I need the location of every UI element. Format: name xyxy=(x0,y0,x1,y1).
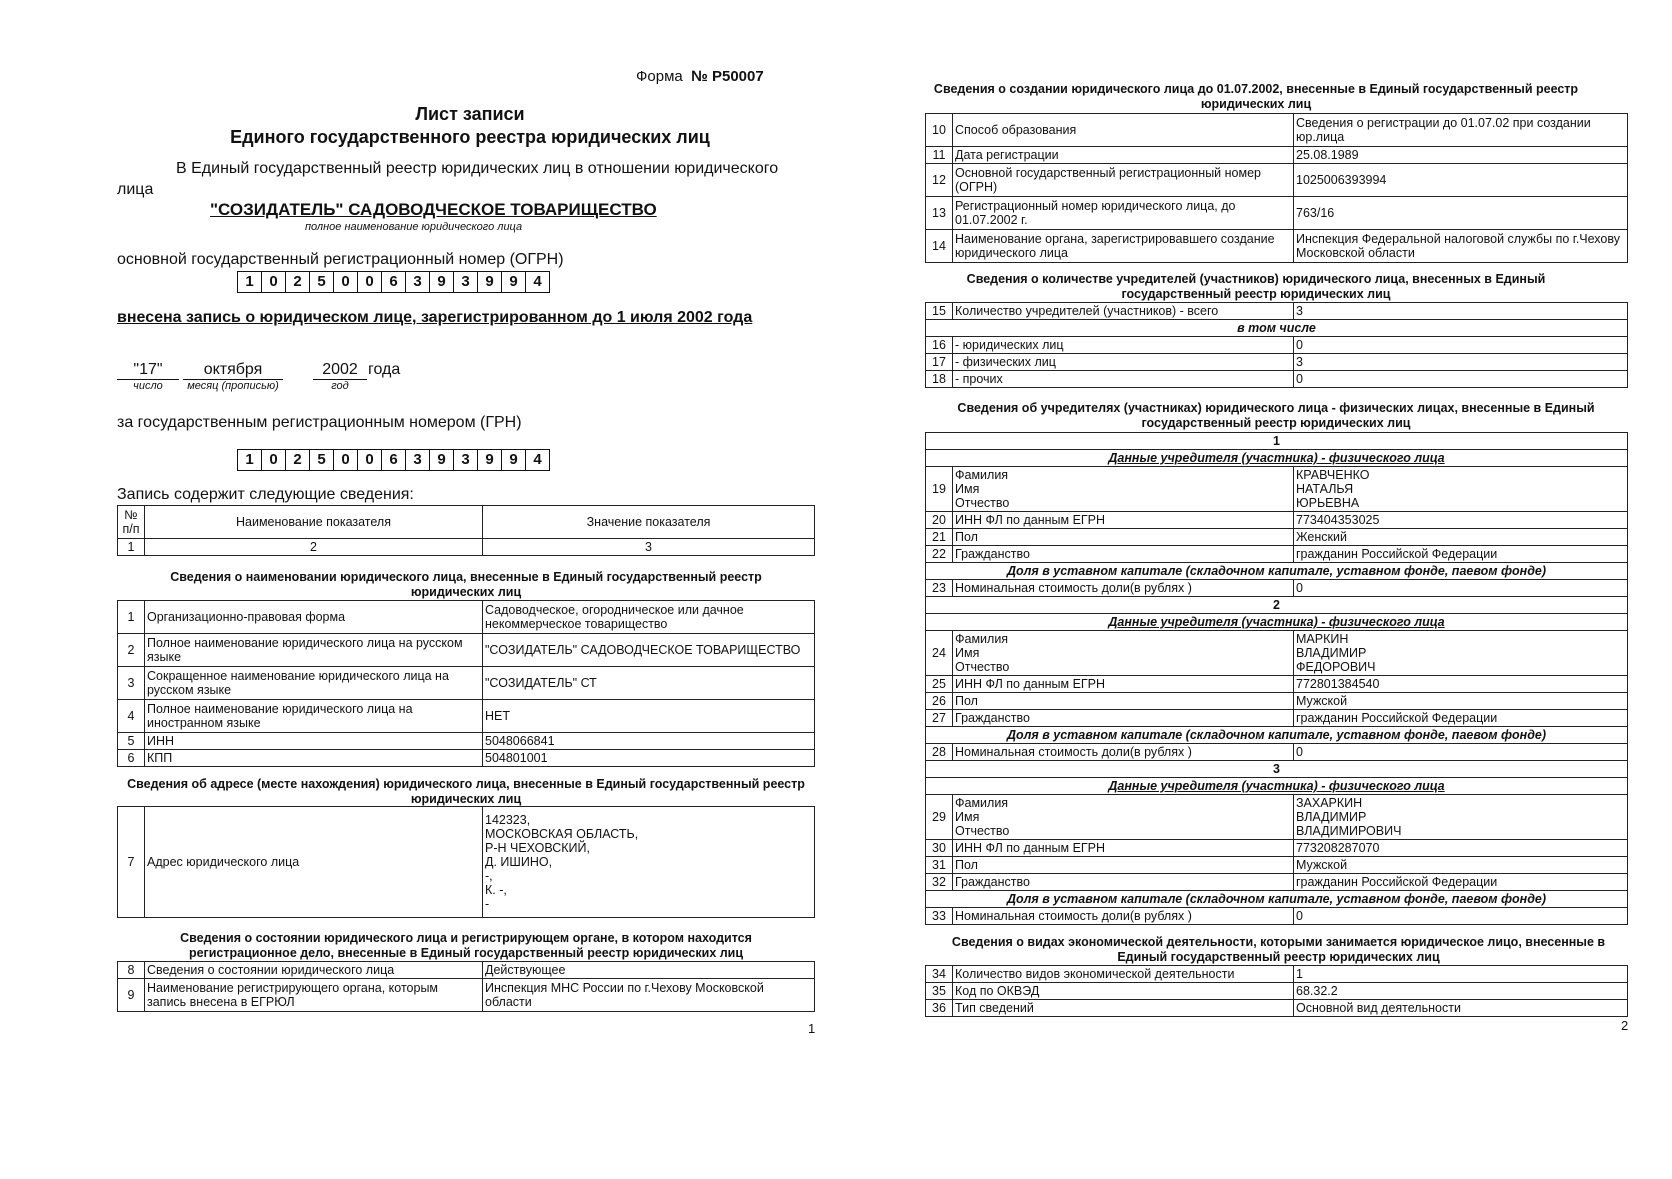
digit: 3 xyxy=(406,450,430,470)
table-row: 7 Адрес юридического лица 142323, МОСКОВСКАЯ ОБЛАСТЬ, Р-Н ЧЕХОВСКИЙ, Д. ИШИНО, -, К. -, - xyxy=(118,807,815,918)
founder-header: Данные учредителя (участника) - физического лица xyxy=(926,778,1628,795)
table-row: 19 Фамилия Имя Отчество КРАВЧЕНКО НАТАЛЬЯ ЮРЬЕВНА xyxy=(926,467,1628,512)
digit: 3 xyxy=(454,450,478,470)
entry-statement: внесена запись о юридическом лице, зарегистрированном до 1 июля 2002 года xyxy=(117,309,753,326)
section-title-name: Сведения о наименовании юридического лица, внесенные в Единый государственный реестр юридических лиц xyxy=(170,570,762,599)
digit: 0 xyxy=(334,450,358,470)
name-table xyxy=(117,600,815,767)
table-row: 20 ИНН ФЛ по данным ЕГРН 773404353025 xyxy=(926,512,1628,529)
table-row: 4 Полное наименование юридического лица на иностранном языке НЕТ xyxy=(118,700,815,733)
table-subheader: в том числе xyxy=(926,320,1628,337)
digit: 9 xyxy=(502,450,526,470)
org-full-name-caption: полное наименование юридического лица xyxy=(305,221,523,233)
table-row: 28 Номинальная стоимость доли(в рублях ) 0 xyxy=(926,744,1628,761)
share-header: Доля в уставном капитале (складочном капитале, уставном фонде, паевом фонде) xyxy=(926,891,1628,908)
section-title-creation: Сведения о создании юридического лица до 01.07.2002, внесенные в Единый государственный реестр юридических лиц xyxy=(933,82,1579,111)
digit: 5 xyxy=(310,272,334,292)
digit: 1 xyxy=(238,272,262,292)
section-title-count: Сведения о количестве учредителей (участников) юридического лица, внесенных в Единый государственный реестр юридических лиц xyxy=(966,272,1546,301)
digit: 9 xyxy=(430,450,454,470)
page-title: Лист записи xyxy=(415,104,525,124)
date-year: 2002 год xyxy=(313,361,367,392)
table-row: 34 Количество видов экономической деятельности 1 xyxy=(926,966,1628,983)
section-title-state: Сведения о состоянии юридического лица и регистрирующем органе, в котором находится регистрационное дело, внесенные в Единый государственный реестр юридических лиц xyxy=(180,931,752,960)
address-table xyxy=(117,806,815,918)
table-row: 14 Наименование органа, зарегистрировавшего создание юридического лица Инспекция Федеральной налоговой службы по г.Чехову Московской области xyxy=(926,230,1628,263)
table-row: 31 Пол Мужской xyxy=(926,857,1628,874)
page-number: 1 xyxy=(808,1021,816,1036)
section-title-founders: Сведения об учредителях (участниках) юридического лица - физических лицах, внесенные в Единый государственный реестр юридических лиц xyxy=(957,401,1595,430)
digit: 2 xyxy=(286,450,310,470)
digit: 4 xyxy=(533,273,542,290)
table-row: 6 КПП 504801001 xyxy=(118,750,815,767)
table-row: 30 ИНН ФЛ по данным ЕГРН 773208287070 xyxy=(926,840,1628,857)
grn-label: за государственным регистрационным номером (ГРН) xyxy=(117,414,522,431)
table-row: 12 Основной государственный регистрационный номер (ОГРН) 1025006393994 xyxy=(926,164,1628,197)
table-row: 29 Фамилия Имя Отчество ЗАХАРКИН ВЛАДИМИР ВЛАДИМИРОВИЧ xyxy=(926,795,1628,840)
page-subtitle: Единого государственного реестра юридических лиц xyxy=(230,127,710,147)
founder-index: 1 xyxy=(926,433,1628,450)
table-row: 24 Фамилия Имя Отчество МАРКИН ВЛАДИМИР ФЕДОРОВИЧ xyxy=(926,631,1628,676)
digit: 6 xyxy=(382,272,406,292)
share-header: Доля в уставном капитале (складочном капитале, уставном фонде, паевом фонде) xyxy=(926,563,1628,580)
share-header: Доля в уставном капитале (складочном капитале, уставном фонде, паевом фонде) xyxy=(926,727,1628,744)
digit: 3 xyxy=(454,272,478,292)
creation-table xyxy=(925,113,1628,263)
digit: 9 xyxy=(478,450,502,470)
digit: 0 xyxy=(262,272,286,292)
record-label: Запись содержит следующие сведения: xyxy=(117,486,414,503)
table-row: 36 Тип сведений Основной вид деятельности xyxy=(926,1000,1628,1017)
founder-index: 3 xyxy=(926,761,1628,778)
org-full-name: "СОЗИДАТЕЛЬ" САДОВОДЧЕСКОЕ ТОВАРИЩЕСТВО xyxy=(210,200,657,219)
address-value: 142323, МОСКОВСКАЯ ОБЛАСТЬ, Р-Н ЧЕХОВСКИЙ, Д. ИШИНО, -, К. -, - xyxy=(483,807,815,918)
section-title-activity: Сведения о видах экономической деятельности, которыми занимается юридическое лицо, внесенные в Единый государственный реестр юридических лиц xyxy=(951,935,1606,964)
intro-text: В Единый государственный реестр юридических лиц в отношении юридического xyxy=(176,160,779,177)
digit: 0 xyxy=(358,450,382,470)
table-row: 25 ИНН ФЛ по данным ЕГРН 772801384540 xyxy=(926,676,1628,693)
founder-header: Данные учредителя (участника) - физического лица xyxy=(926,614,1628,631)
table-row: 23 Номинальная стоимость доли(в рублях ) 0 xyxy=(926,580,1628,597)
table-row: 32 Гражданство гражданин Российской Федерации xyxy=(926,874,1628,891)
founder-header: Данные учредителя (участника) - физического лица xyxy=(926,450,1628,467)
page-number: 2 xyxy=(1621,1018,1629,1033)
grn-digit-boxes xyxy=(237,449,550,471)
table-row: 8 Сведения о состоянии юридического лица Действующее xyxy=(118,962,815,979)
table-row: 22 Гражданство гражданин Российской Федерации xyxy=(926,546,1628,563)
header-table: № п/п Наименование показателя Значение показателя 1 2 3 xyxy=(117,505,815,556)
table-row: 5 ИНН 5048066841 xyxy=(118,733,815,750)
digit: 9 xyxy=(478,272,502,292)
form-number-value: № Р50007 xyxy=(691,68,764,85)
digit: 0 xyxy=(358,272,382,292)
table-row: 27 Гражданство гражданин Российской Федерации xyxy=(926,710,1628,727)
count-table xyxy=(925,302,1628,388)
table-row: 35 Код по ОКВЭД 68.32.2 xyxy=(926,983,1628,1000)
table-row: 1 Организационно-правовая форма Садоводческое, огородническое или дачное некоммерческое товарищество xyxy=(118,601,815,634)
table-row: 26 Пол Мужской xyxy=(926,693,1628,710)
digit: 0 xyxy=(262,450,286,470)
digit: 9 xyxy=(430,272,454,292)
digit: 2 xyxy=(286,272,310,292)
table-row: 3 Сокращенное наименование юридического лица на русском языке "СОЗИДАТЕЛЬ" СТ xyxy=(118,667,815,700)
digit: 3 xyxy=(406,272,430,292)
table-row: 15 Количество учредителей (участников) - всего 3 xyxy=(926,303,1628,320)
intro-text-cont: лица xyxy=(117,181,154,198)
ogrn-digit-boxes xyxy=(237,271,550,293)
table-row: 16 - юридических лиц 0 xyxy=(926,337,1628,354)
digit: 6 xyxy=(382,450,406,470)
founders-table xyxy=(925,432,1628,925)
founder-index: 2 xyxy=(926,597,1628,614)
date-day: "17" число xyxy=(117,361,179,392)
ogrn-label: основной государственный регистрационный номер (ОГРН) xyxy=(117,251,564,268)
digit: 4 xyxy=(533,451,542,468)
table-row: 13 Регистрационный номер юридического лица, до 01.07.2002 г. 763/16 xyxy=(926,197,1628,230)
table-row: 11 Дата регистрации 25.08.1989 xyxy=(926,147,1628,164)
table-row: 18 - прочих 0 xyxy=(926,371,1628,388)
digit: 0 xyxy=(334,272,358,292)
section-title-address: Сведения об адресе (месте нахождения) юридического лица, внесенные в Единый государственный реестр юридических лиц xyxy=(127,777,805,806)
state-table xyxy=(117,961,815,1012)
table-row: 17 - физических лиц 3 xyxy=(926,354,1628,371)
table-row: 2 Полное наименование юридического лица на русском языке "СОЗИДАТЕЛЬ" САДОВОДЧЕСКОЕ ТОВАРИЩЕСТВО xyxy=(118,634,815,667)
digit: 5 xyxy=(310,450,334,470)
date-month: октября месяц (прописью) xyxy=(183,361,283,392)
digit: 1 xyxy=(238,450,262,470)
table-row: 10 Способ образования Сведения о регистрации до 01.07.02 при создании юр.лица xyxy=(926,114,1628,147)
activity-table xyxy=(925,965,1628,1017)
digit: 9 xyxy=(502,272,526,292)
table-row: 21 Пол Женский xyxy=(926,529,1628,546)
form-number: Форма № Р50007 xyxy=(636,68,764,85)
table-row: 9 Наименование регистрирующего органа, которым запись внесена в ЕГРЮЛ Инспекция МНС России по г.Чехову Московской области xyxy=(118,979,815,1012)
table-row: 33 Номинальная стоимость доли(в рублях ) 0 xyxy=(926,908,1628,925)
date-year-suffix: года xyxy=(368,361,401,378)
